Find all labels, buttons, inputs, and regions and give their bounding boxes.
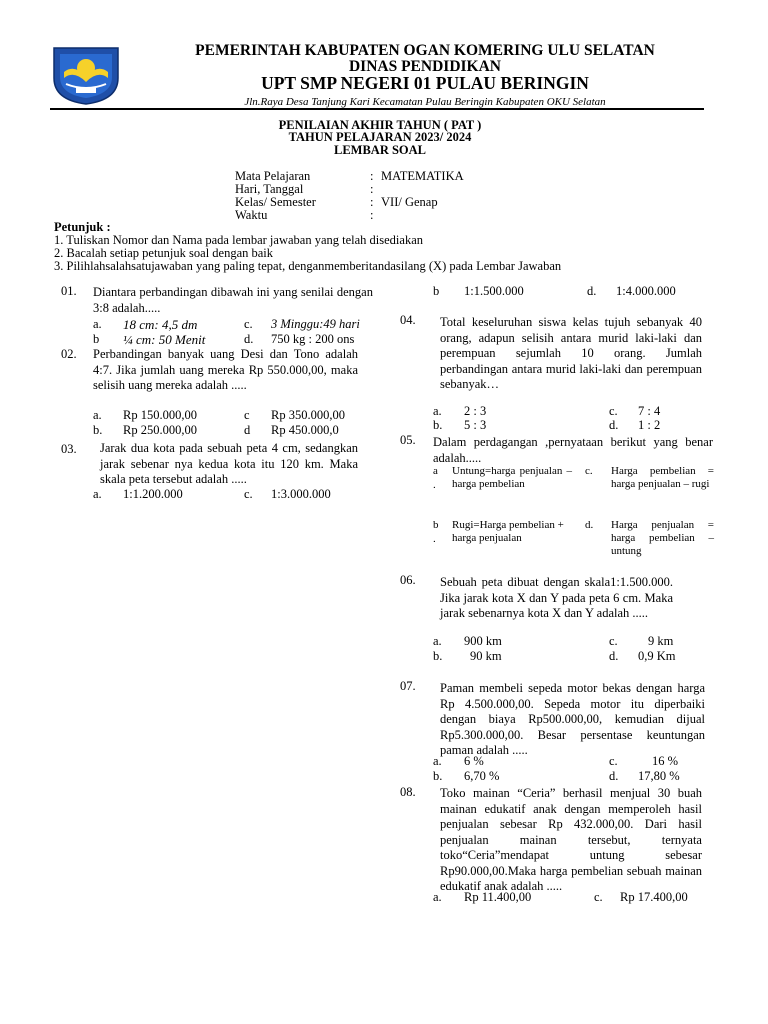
- option-letter: b.: [433, 769, 443, 783]
- option-text: Rp 350.000,00: [271, 408, 345, 422]
- option-letter: c.: [609, 634, 618, 648]
- option-letter: d.: [244, 332, 254, 346]
- option-text: Rp 150.000,00: [123, 408, 197, 422]
- option-text: 17,80 %: [638, 769, 680, 783]
- option-text: 1:1.200.000: [123, 487, 183, 501]
- option-text: 7 : 4: [638, 404, 661, 418]
- option-letter: a.: [433, 404, 442, 418]
- option-text: 750 kg : 200 ons: [271, 332, 355, 346]
- option-text: 1:1.500.000: [464, 284, 524, 298]
- question-text: Diantara perbandingan dibawah ini yang senilai dengan 3:8 adalah.....: [93, 285, 373, 315]
- option-letter: c.: [594, 890, 603, 904]
- header-divider: [50, 108, 704, 110]
- instruction-item: 2. Bacalah setiap petunjuk soal dengan baik: [54, 246, 274, 260]
- school-name: UPT SMP NEGERI 01 PULAU BERINGIN: [261, 73, 589, 93]
- option-letter: b.: [433, 418, 443, 432]
- option-text: 6,70 %: [464, 769, 500, 783]
- info-label: Waktu: [235, 208, 268, 222]
- option-letter: a.: [93, 408, 102, 422]
- info-sep: :: [370, 195, 374, 209]
- option-text: ¼ cm: 50 Menit: [123, 332, 206, 347]
- option-text: Rp 250.000,00: [123, 423, 197, 437]
- option-text: Rp 11.400,00: [464, 890, 532, 904]
- question-number: 07.: [400, 679, 416, 693]
- instruction-item: 1. Tuliskan Nomor dan Nama pada lembar jawaban yang telah disediakan: [54, 233, 424, 247]
- info-value-subject: MATEMATIKA: [381, 169, 464, 183]
- gov-name: PEMERINTAH KABUPATEN OGAN KOMERING ULU SELATAN: [195, 42, 655, 59]
- option-text: 900 km: [464, 634, 502, 648]
- option-letter: b: [93, 332, 100, 346]
- question-number: 06.: [400, 573, 416, 587]
- question-text: Toko mainan “Ceria” berhasil menjual 30 buah mainan edukatif anak dengan memperoleh hasil penjualan sebesar Rp 432.000,00. Dari hasil penjualan mainan tersebut, ternyata toko“Ceria”mendapat untung sebesar Rp90.000,00.Maka harga pembelian sebuah mainan edukatif anak adalah .....: [440, 786, 702, 893]
- option-letter: b: [433, 284, 440, 298]
- option-text: 1:4.000.000: [616, 284, 676, 298]
- question-text: Jarak dua kota pada sebuah peta 4 cm, sedangkan jarak sebenar nya kedua kota itu 120 km. Maka skala peta tersebut adalah .....: [100, 441, 358, 486]
- option-text: Rp 450.000,0: [271, 423, 339, 437]
- option-letter: d.: [609, 769, 619, 783]
- option-text: Rugi=Harga pembelian + harga penjualan: [452, 519, 564, 544]
- option-text: 5 : 3: [464, 418, 487, 432]
- option-text: 1:3.000.000: [271, 487, 331, 501]
- question-text: Perbandingan banyak uang Desi dan Tono adalah 4:7. Jika jumlah uang mereka Rp 550.000,00, maka selisih uang mereka adalah .....: [93, 347, 358, 392]
- option-letter-dot: .: [433, 533, 436, 545]
- question-number: 08.: [400, 785, 416, 799]
- option-text: 2 : 3: [464, 404, 487, 418]
- info-sep: :: [370, 169, 374, 183]
- school-address: Jln.Raya Desa Tanjung Kari Kecamatan Pulau Beringin Kabupaten OKU Selatan: [244, 96, 606, 108]
- question-text: Total keseluruhan siswa kelas tujuh sebanyak 40 orang, adapun selisih antara murid laki-laki dan perempuan sejumlah 10 orang. Jumlah perbandingan antara murid laki-laki dan perempuan sebanyak…: [440, 315, 702, 391]
- option-letter: a.: [433, 754, 442, 768]
- question-text: Paman membeli sepeda motor bekas dengan harga Rp 4.500.000,00. Sepeda motor itu diperbaiki dengan biaya Rp500.000,00, kemudian dijual Rp5.300.000,00. Besar persentase keuntungan paman adalah .....: [440, 681, 705, 757]
- info-value-class: VII/ Genap: [381, 195, 438, 209]
- option-text: Rp 17.400,00: [620, 890, 688, 904]
- option-letter: a.: [433, 890, 442, 904]
- question-number: 02.: [61, 347, 77, 361]
- exam-title: PENILAIAN AKHIR TAHUN ( PAT ): [278, 118, 482, 132]
- info-sep: :: [370, 182, 374, 196]
- instruction-item: 3. Pilihlahsalahsatujawaban yang paling tepat, denganmemberitandasilang (X) pada Lembar Jawaban: [54, 259, 562, 273]
- option-letter: c: [244, 408, 250, 422]
- school-logo: [50, 42, 122, 106]
- option-letter: c.: [609, 404, 618, 418]
- instructions-heading: Petunjuk :: [54, 220, 111, 234]
- option-letter: a.: [93, 317, 102, 331]
- option-letter: b.: [93, 423, 103, 437]
- info-label: Kelas/ Semester: [235, 195, 316, 209]
- option-letter-dot: .: [433, 479, 436, 491]
- option-letter: d.: [609, 649, 619, 663]
- option-letter: b.: [433, 649, 443, 663]
- option-letter: c.: [609, 754, 618, 768]
- exam-sheet-label: LEMBAR SOAL: [333, 143, 427, 157]
- option-letter: d.: [587, 284, 597, 298]
- question-number: 05.: [400, 433, 416, 447]
- option-text: 90 km: [470, 649, 502, 663]
- option-text: 6 %: [464, 754, 484, 768]
- option-text: 9 km: [648, 634, 674, 648]
- question-text: Dalam perdagangan ,pernyataan berikut yang benar adalah.....: [433, 435, 713, 465]
- option-text: 0,9 Km: [638, 649, 676, 663]
- department-name: DINAS PENDIDIKAN: [348, 58, 501, 75]
- option-letter: d: [244, 423, 251, 437]
- info-label: Hari, Tanggal: [235, 182, 304, 196]
- info-sep: :: [370, 208, 374, 222]
- question-text: Sebuah peta dibuat dengan skala1:1.500.000. Jika jarak kota X dan Y pada peta 6 cm. Maka jarak sebenarnya kota X dan Y adalah .....: [440, 575, 673, 620]
- option-letter: c.: [585, 465, 593, 477]
- option-letter: c.: [244, 487, 253, 501]
- option-letter: d.: [609, 418, 619, 432]
- option-text: 3 Minggu:49 hari: [271, 317, 360, 331]
- option-text: Untung=harga penjualan – harga pembelian: [452, 465, 572, 490]
- option-text: Harga pembelian = harga penjualan – rugi: [611, 465, 714, 490]
- option-text: 16 %: [652, 754, 679, 768]
- info-label: Mata Pelajaran: [235, 169, 311, 183]
- option-text: Harga penjualan = harga pembelian – untung: [611, 519, 714, 557]
- option-text: 18 cm: 4,5 dm: [123, 317, 198, 332]
- question-number: 01.: [61, 284, 77, 298]
- option-letter: a: [433, 465, 438, 477]
- option-letter: c.: [244, 317, 253, 331]
- option-letter: d.: [585, 519, 594, 531]
- option-text: 1 : 2: [638, 418, 661, 432]
- exam-year: TAHUN PELAJARAN 2023/ 2024: [288, 130, 472, 144]
- option-letter: a.: [93, 487, 102, 501]
- option-letter: b: [433, 519, 439, 531]
- question-number: 04.: [400, 313, 416, 327]
- question-number: 03.: [61, 442, 77, 456]
- option-letter: a.: [433, 634, 442, 648]
